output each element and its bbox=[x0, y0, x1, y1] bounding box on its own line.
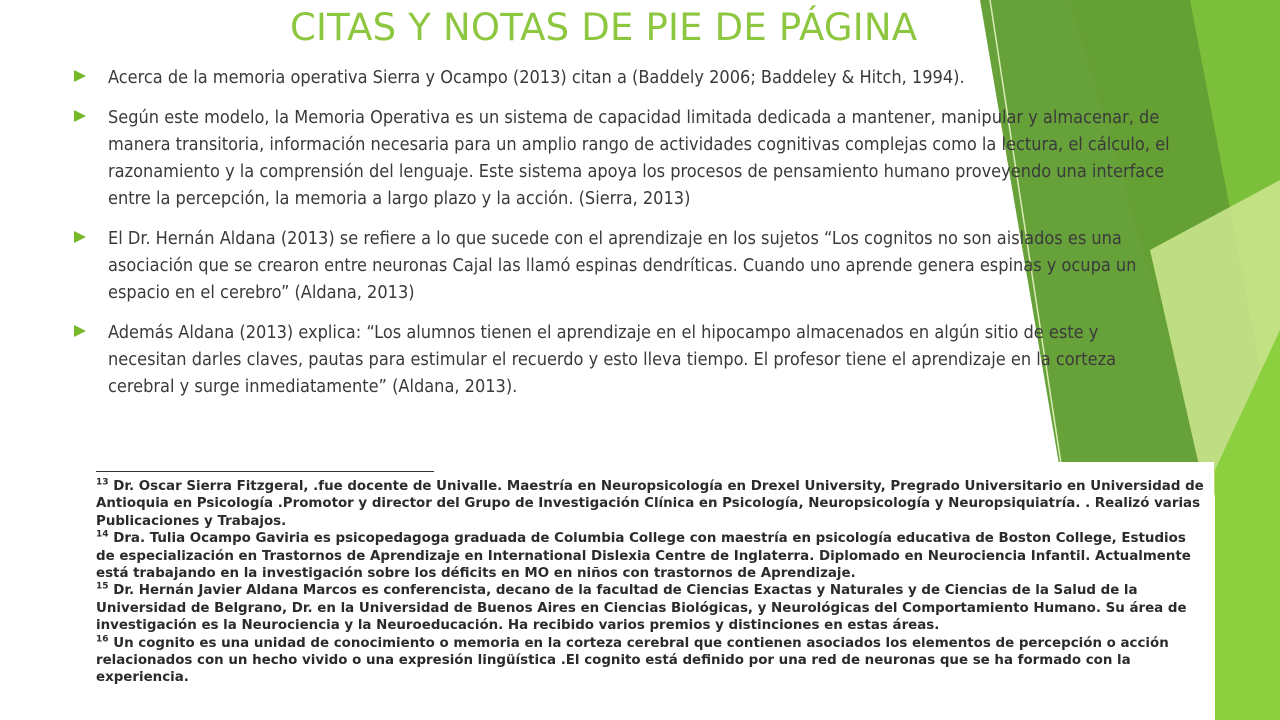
bullet-item bbox=[74, 225, 1174, 306]
bullet-arrow-icon bbox=[74, 231, 86, 243]
bullet-item bbox=[74, 64, 1174, 91]
footnote-number: 15 bbox=[96, 581, 109, 592]
bullet-text: Según este modelo, la Memoria Operativa es un sistema de capacidad limitada dedicada a mantener, manipular y almacenar, de manera transitoria, información necesaria para un amplio rango de actividades cognitivas complejas como la lectura, el cálculo, el razonamiento y la comprensión del lenguaje. Este sistema apoya los procesos de pensamiento humano proveyendo una interface entre la percepción, la memoria a largo plazo y la acción. (Sierra, 2013) bbox=[108, 107, 1170, 209]
footnote-text: Dr. Oscar Sierra Fitzgeral, .fue docente de Univalle. Maestría en Neuropsicología en Drexel University, Pregrado Universitario en Universidad de Antioquia en Psicología .Promotor y director del Grupo de Investigación Clínica en Psicología, Neuropsicología y Neuropsiquiatría. . Realizó varias Publicaciones y Trabajos. bbox=[96, 479, 1204, 529]
footnote bbox=[96, 582, 1204, 634]
bullet-arrow-icon bbox=[74, 325, 86, 337]
footnotes-image bbox=[88, 462, 1214, 720]
footnote-separator bbox=[96, 471, 434, 472]
footnote bbox=[96, 530, 1204, 582]
footnote bbox=[96, 478, 1204, 530]
footnote-text: Dr. Hernán Javier Aldana Marcos es conferencista, decano de la facultad de Ciencias Exactas y Naturales y de Ciencias de la Salud de la Universidad de Belgrano, Dr. en la Universidad de Buenos Aires en Ciencias Biológicas, y Neurológicas del Comportamiento Humano. Su área de investigación es la Neurociencia y la Neuroeducación. Ha recibido varios premios y distinciones en estas áreas. bbox=[96, 583, 1187, 634]
footnote-text: Dra. Tulia Ocampo Gaviria es psicopedagoga graduada de Columbia College con maestría en psicología educativa de Boston College, Estudios de especialización en Trastornos de Aprendizaje en International Dislexia Centre de Inglaterra. Diplomado en Neurociencia Infantil. Actualmente está trabajando en la investigación sobre los déficits en MO en niños con trastornos de Aprendizaje. bbox=[96, 531, 1191, 582]
bullet-arrow-icon bbox=[74, 110, 86, 122]
bullet-item bbox=[74, 319, 1174, 400]
bullet-item bbox=[74, 104, 1174, 212]
footnote bbox=[96, 635, 1204, 687]
footnote-number: 13 bbox=[96, 477, 109, 488]
bullet-list bbox=[74, 64, 1174, 413]
slide-title: CITAS Y NOTAS DE PIE DE PÁGINA bbox=[290, 6, 918, 49]
bullet-arrow-icon bbox=[74, 70, 86, 82]
bullet-text: Además Aldana (2013) explica: “Los alumnos tienen el aprendizaje en el hipocampo almacenados en algún sitio de este y necesitan darles claves, pautas para estimular el recuerdo y esto lleva tiempo. El profesor tiene el aprendizaje en la corteza cerebral y surge inmediatamente” (Aldana, 2013). bbox=[108, 322, 1117, 397]
footnote-number: 14 bbox=[96, 529, 109, 540]
footnote-text: Un cognito es una unidad de conocimiento o memoria en la corteza cerebral que contienen asociados los elementos de percepción o acción relacionados con un hecho vivido o una expresión lingüística .El cognito está definido por una red de neuronas que se ha formado con la experiencia. bbox=[96, 635, 1169, 686]
bullet-text: El Dr. Hernán Aldana (2013) se refiere a lo que sucede con el aprendizaje en los sujetos “Los cognitos no son aislados es una asociación que se crearon entre neuronas Cajal las llamó espinas dendríticas. Cuando uno aprende genera espinas y ocupa un espacio en el cerebro” (Aldana, 2013) bbox=[108, 228, 1137, 303]
bullet-text: Acerca de la memoria operativa Sierra y Ocampo (2013) citan a (Baddely 2006; Baddeley & Hitch, 1994). bbox=[108, 67, 965, 88]
footnote-number: 16 bbox=[96, 634, 109, 645]
